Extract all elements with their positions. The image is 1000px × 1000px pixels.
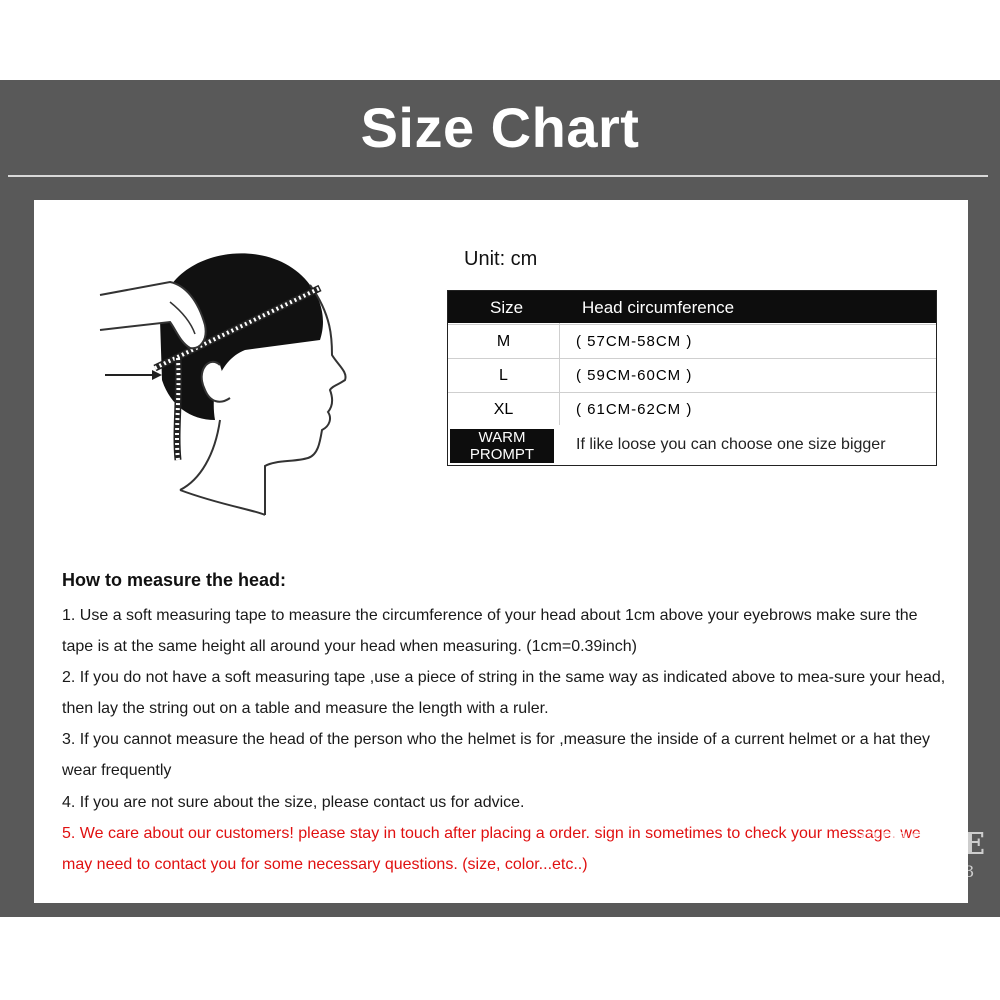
table-row	[448, 358, 936, 393]
store-watermark	[858, 828, 988, 908]
warm-prompt-label	[450, 429, 554, 463]
title-divider	[8, 175, 988, 177]
table-row	[448, 324, 936, 359]
size-cell: XL	[493, 401, 514, 418]
range-cell: ( 57CM-58CM )	[576, 333, 693, 350]
table-header	[448, 291, 936, 323]
howto-heading: How to measure the head:	[62, 570, 287, 590]
watermark-line-2: NO.1220383	[871, 862, 975, 881]
howto-item-3: 3. If you cannot measure the head of the person who the helmet is for ,measure the inside of a current helmet or a hat they wear frequently	[62, 731, 931, 779]
header-circumference: Head circumference	[582, 298, 735, 317]
warm-prompt-text: If like loose you can choose one size bigger	[576, 436, 886, 453]
table-row	[448, 392, 936, 427]
size-cell: M	[496, 333, 511, 350]
header-size: Size	[490, 298, 524, 317]
howto-item-4: 4. If you are not sure about the size, please contact us for advice.	[62, 794, 525, 811]
unit-label: Unit: cm	[464, 248, 538, 270]
page-title: Size Chart	[360, 96, 640, 159]
head-measuring-illustration	[70, 230, 370, 530]
howto-item-5: 5. We care about our customers! please stay in touch after placing a order. sign in sometimes to check your message. we may need to contact you for some necessary questions. (size, color...etc..)	[62, 825, 921, 873]
prompt-label-line: PROMPT	[469, 446, 535, 463]
howto-item-1: 1. Use a soft measuring tape to measure the circumference of your head about 1cm above your eyebrows make sure the tape is at the same height all around your head when measuring. (1cm=0.39inch)	[62, 607, 918, 655]
warm-label-line: WARM	[478, 429, 526, 446]
watermark-line-1: STORE	[859, 827, 987, 862]
range-cell: ( 61CM-62CM )	[576, 401, 693, 418]
range-cell: ( 59CM-60CM )	[576, 367, 693, 384]
howto-item-2: 2. If you do not have a soft measuring tape ,use a piece of string in the same way as indicated above to mea-sure your head, then lay the string out on a table and measure the length with a ruler.	[62, 669, 946, 717]
size-table	[447, 290, 937, 466]
size-cell: L	[499, 367, 508, 384]
